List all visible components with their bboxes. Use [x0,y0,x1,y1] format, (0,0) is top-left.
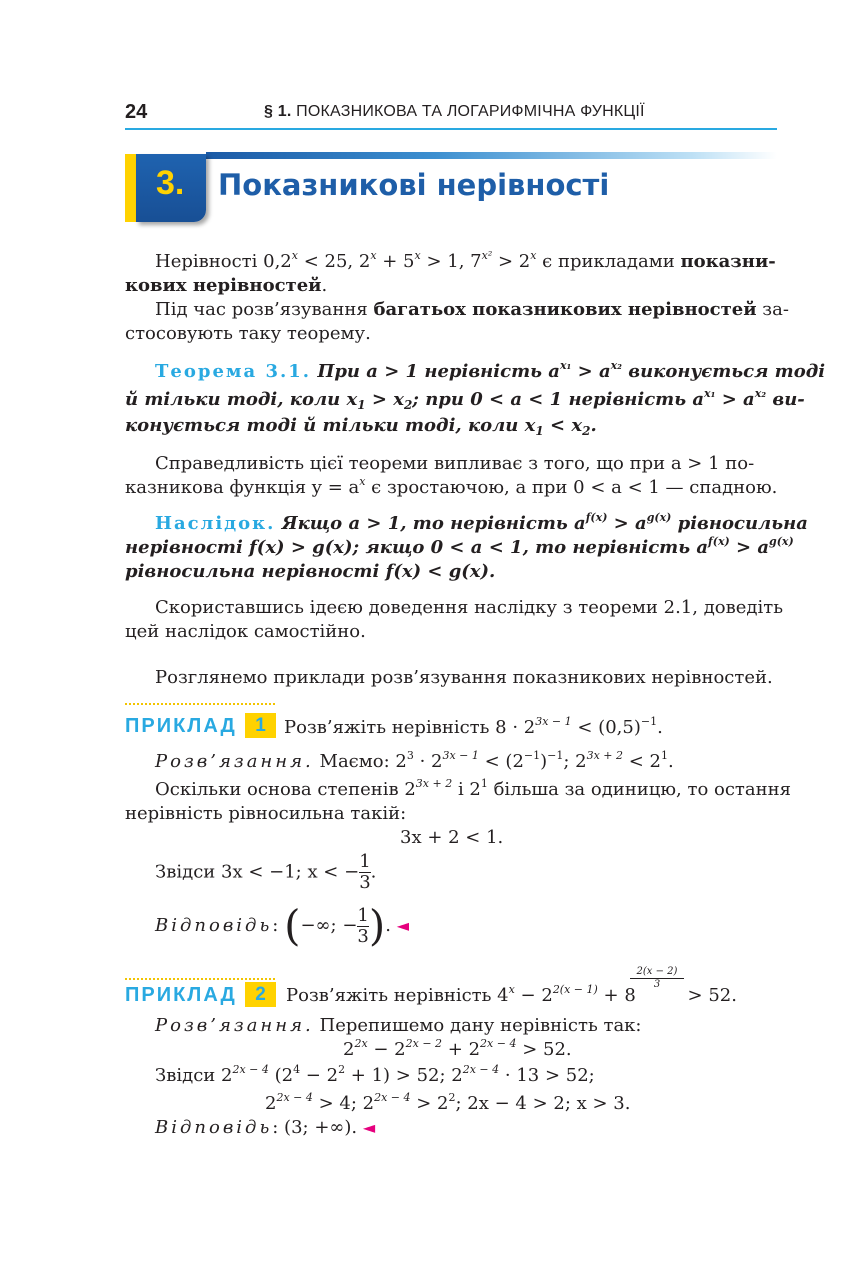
header-rule [125,128,777,130]
justification-line-2: казникова функція $y = a^x$ є зростаючою, а при 0 < a < 1 — спадною. [125,475,778,498]
section-title: Показникові нерівності [218,168,610,202]
fraction-one-third: $\frac{1}{3}$ [359,851,371,893]
theorem-line-3: конується тоді й тільки тоді, коли $x_1 < x_2$. [125,415,597,438]
transition-text: Розглянемо приклади розв’язування показникових нерівностей. [155,667,773,688]
example-2-rule [125,978,275,980]
example-1-rule [125,703,275,705]
page-number: 24 [125,101,148,123]
example-1-task: Розв’яжіть нерівність $8 \cdot 2^{3x - 1} < (0,5)^{-1}$. [284,715,663,738]
example-2-answer: Відповідь: (3; +∞). ◄ [155,1117,376,1138]
example-1-hence: Звідси 3x < −1; x < − $\frac{1}{3}$ . [155,851,377,893]
end-of-solution-icon: ◄ [396,916,410,935]
example-1-number: 1 [245,713,276,738]
exercise-line-1: Скориставшись ідеєю доведення наслідку з теореми 2.1, доведіть [155,597,783,618]
example-2-solution: Розв’язання. Перепишемо дану нерівність так: [155,1015,642,1036]
example-2-task: Розв’яжіть нерівність $4^x - 2^{2(x - 1)} + 8 > 52$. [286,983,737,1006]
corollary-label: Наслідок. [155,513,276,534]
example-2-number: 2 [245,982,276,1007]
theorem-label: Теорема 3.1. [155,361,312,382]
example-1-answer: Відповідь: (−∞; − $\frac{1}{3}$ ). ◄ [155,901,410,950]
intro-line-2: кових нерівностей. [125,275,328,296]
title-gradient-bar [206,152,777,159]
running-title: ПОКАЗНИКОВА ТА ЛОГАРИФМІЧНА ФУНКЦІЇ [296,103,645,120]
section-ref: § 1. [264,103,292,120]
example-1-solution: Розв’язання. Маємо: $2^3 \cdot 2^{3x - 1} < (2^{-1})^{-1}$; $2^{3x + 2} < 2^1$. [155,749,674,772]
example-2-equation-3: $2^{2x - 4} > 4$; $2^{2x - 4} > 2^2$; 2x − 4 > 2; x > 3. [265,1091,631,1114]
end-of-solution-icon: ◄ [362,1118,376,1137]
example-2-equation-1: $2^{2x} - 2^{2x - 2} + 2^{2x - 4} > 52$. [343,1037,572,1060]
section-number: 3. [156,164,185,202]
intro-paragraph-2-line-2: стосовують таку теорему. [125,323,371,344]
intro-line-1: Нерівності $0,2^x < 25$, $2^x + 5^x > 1$, $7^{x^2} > 2^x$ є прикладами показни- [155,249,776,272]
intro-paragraph-2-line-1: Під час розв’язування багатьох показникових нерівностей за- [155,299,789,320]
example-1-reason-line-2: нерівність рівносильна такій: [125,803,407,824]
example-1-label: ПРИКЛАД [125,715,237,737]
corollary-line-2: нерівності f(x) > g(x); якщо 0 < a < 1, то нерівність $a^{f(x)} > a^{g(x)}$ [125,535,794,558]
corollary-line-1: Наслідок. Якщо a > 1, то нерівність $a^{f(x)} > a^{g(x)}$ рівносильна [155,511,808,534]
running-head [264,103,645,121]
example-1-centered-inequality: 3x + 2 < 1. [400,827,504,848]
exercise-line-2: цей наслідок самостійно. [125,621,366,642]
example-2-equation-2: Звідси $2^{2x - 4}$ $(2^4 - 2^2 + 1) > 52$; $2^{2x - 4} \cdot 13 > 52$; [155,1063,595,1086]
theorem-line-2: й тільки тоді, коли $x_1 > x_2$; при 0 < a < 1 нерівність $a^{x_1} > a^{x_2}$ ви- [125,387,805,412]
title-yellow-bar [125,154,136,222]
example-2-label: ПРИКЛАД [125,984,237,1006]
answer-fraction: $\frac{1}{3}$ [357,904,369,947]
justification-line-1: Справедливість цієї теореми випливає з того, що при a > 1 по- [155,453,755,474]
corollary-line-3: рівносильна нерівності f(x) < g(x). [125,561,496,582]
example-1-reason-line-1: Оскільки основа степенів $2^{3x + 2}$ і $2^1$ більша за одиницю, то остання [155,777,791,800]
example-2-exponent-fraction: 2(x − 2) 3 [630,966,684,991]
theorem-line-1: Теорема 3.1. При a > 1 нерівність $a^{x_1} > a^{x_2}$ виконується тоді [155,359,826,382]
